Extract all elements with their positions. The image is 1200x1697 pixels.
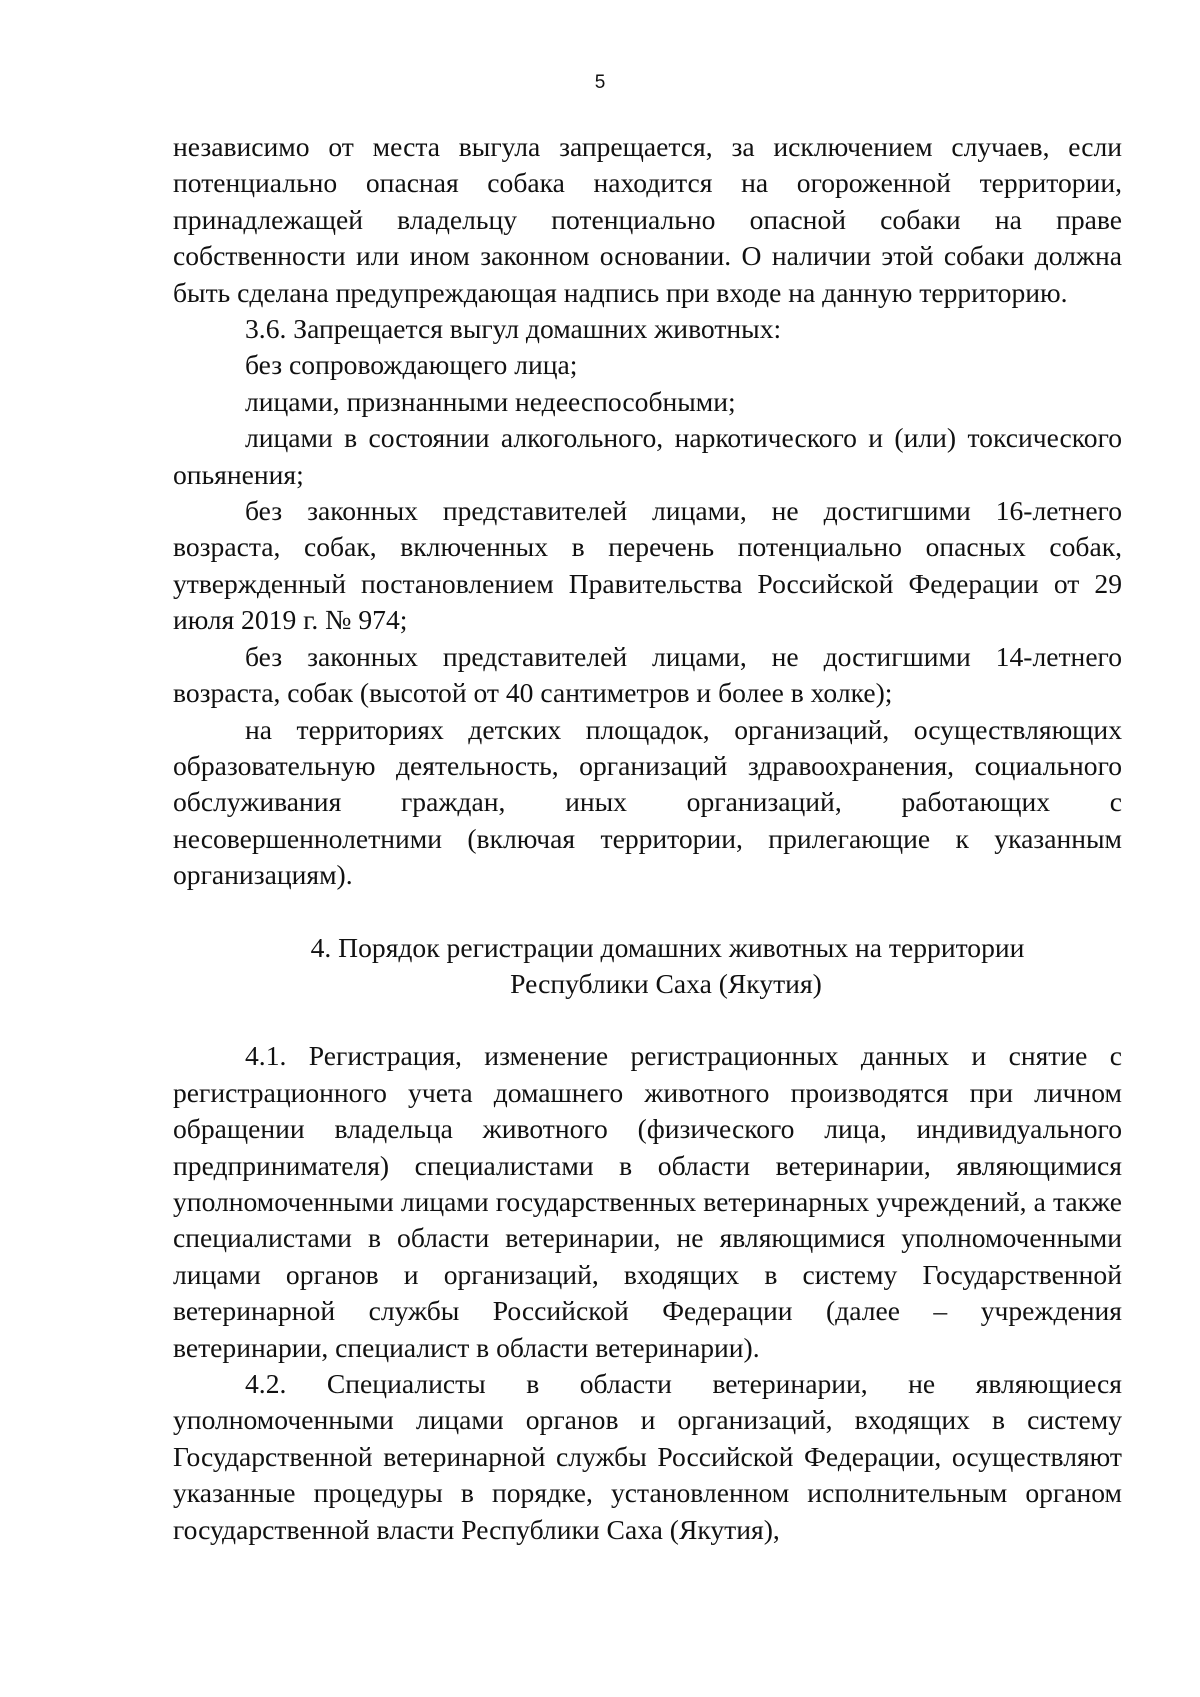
list-item: лицами в состоянии алкогольного, наркотического и (или) токсического опьянения; bbox=[173, 422, 1122, 490]
list-item: без законных представителей лицами, не достигшими 16-летнего возраста, собак, включенных в перечень потенциально опасных собак, утвержденный постановлением Правительства Российской Федерации от 29 июля 2019 г. № 974; bbox=[173, 495, 1122, 636]
list-item: без сопровождающего лица; bbox=[245, 349, 578, 381]
section-4-heading bbox=[173, 930, 1122, 1003]
paragraph-continuation: независимо от места выгула запрещается, за исключением случаев, если потенциально опасная собака находится на огороженной территории, принадлежащей владельцу потенциально опасной собаки на праве собственности или ином законном основании. О наличии этой собаки должна быть сделана предупреждающая надпись при входе на данную территорию. bbox=[173, 131, 1122, 308]
list-item: на территориях детских площадок, организаций, осуществляющих образовательную деятельность, организаций здравоохранения, социального обслуживания граждан, иных организаций, работающих с несовершеннолетними (включая территории, прилегающие к указанным организациям). bbox=[173, 713, 1122, 891]
paragraph-4-1: 4.1. Регистрация, изменение регистрационных данных и снятие с регистрационного учета домашнего животного производятся при личном обращении владельца животного (физического лица, индивидуального предпринимателя) специалистами в области ветеринарии, являющимися уполномоченными лицами государственных ветеринарных учреждений, а также специалистами в области ветеринарии, не являющимися уполномоченными лицами органов и организаций, входящих в систему Государственной ветеринарной службы Российской Федерации (далее – учреждения ветеринарии, специалист в области ветеринарии). bbox=[173, 1040, 1122, 1363]
document-body bbox=[173, 129, 1122, 1548]
page-number: 5 bbox=[594, 72, 606, 93]
list-item: лицами, признанными недееспособными; bbox=[245, 385, 736, 417]
paragraph-4-2: 4.2. Специалисты в области ветеринарии, не являющиеся уполномоченными лицами органов и организаций, входящих в систему Государственной ветеринарной службы Российской Федерации, осуществляют указанные процедуры в порядке, установленном исполнительным органом государственной власти Республики Саха (Якутия), bbox=[173, 1368, 1122, 1545]
list-item: без законных представителей лицами, не достигшими 14-летнего возраста, собак (высотой от 40 сантиметров и более в холке); bbox=[173, 640, 1122, 709]
paragraph-3-6: 3.6. Запрещается выгул домашних животных: bbox=[245, 313, 782, 345]
section-4-heading-line-2: Республики Саха (Якутия) bbox=[510, 967, 822, 999]
section-4-heading-line-1: 4. Порядок регистрации домашних животных на территории bbox=[310, 931, 1025, 963]
